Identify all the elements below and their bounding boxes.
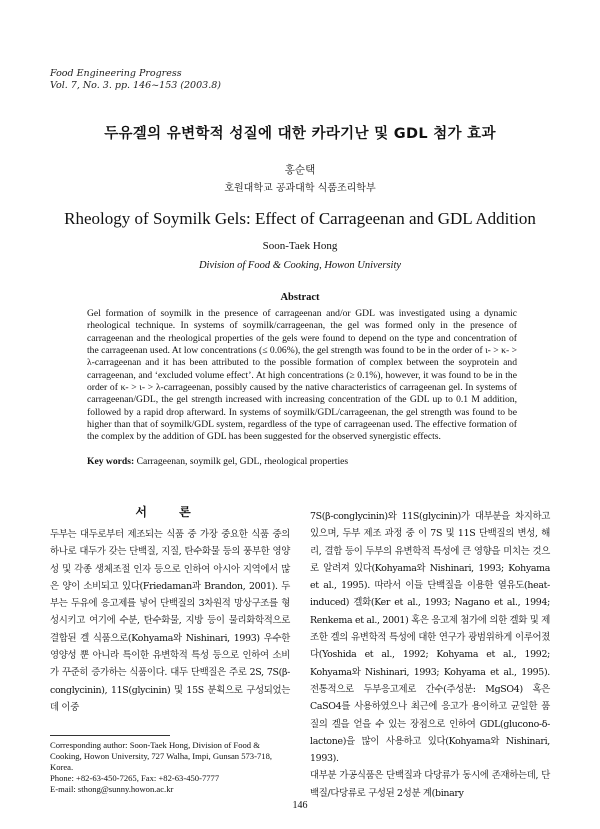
journal-name: Food Engineering Progress (50, 68, 182, 79)
right-column (310, 508, 550, 802)
korean-title: 두유겔의 유변학적 성질에 대한 카라기난 및 GDL 첨가 효과 (104, 126, 496, 142)
intro-paragraph-2: 대부분 가공식품은 단백질과 다당류가 동시에 존재하는데, 단백질/다당류로 구성된 2성분 계(binary (310, 770, 550, 799)
english-affiliation: Division of Food & Cooking, Howon University (198, 260, 402, 271)
footnote-email: E-mail: sthong@sunny.howon.ac.kr (50, 784, 174, 794)
journal-citation: Vol. 7, No. 3. pp. 146~153 (2003.8) (50, 80, 221, 91)
keywords-list: Carrageenan, soymilk gel, GDL, rheological properties (136, 456, 349, 467)
intro-paragraph-1-cont: 7S(β-conglycinin)와 11S(glycinin)가 대부분을 차지하고 있으며, 두부 제조 과정 중 이 7S 및 11S 단백질의 변성, 해리, 결합 등이 두부의 유변학적 특성에 큰 영향을 미치는 것으로 알려져 있다(Kohyama와 Nishinari, 1993; Kohyama et al., 1995). 따라서 이들 단백질을 이용한 열유도(heat-induced) 겔화(Ker et al., 1993; Nagano et al., 1994; Renkema et al., 2001) 혹은 응고제 첨가에 의한 겔화 및 제조한 겔의 유변학적 특성에 대한 연구가 광범위하게 이루어졌다(Yoshida et al., 1992; Kohyama et al., 1992; Kohyama와 Nishinari, 1993; Kohyama et al., 1995). 전통적으로 두부응고제로 간수(주성분: MgSO4) 혹은 CaSO4를 사용하였으나 최근에 응고가 용이하고 균일한 품질의 겔을 얻을 수 있는 장점으로 인하여 GDL(glucono-δ-lactone)을 많이 사용하고 있다(Kohyama와 Nishinari, 1993). (310, 511, 550, 765)
english-author: Soon-Taek Hong (262, 240, 338, 252)
footnote (50, 740, 290, 795)
left-column (50, 526, 290, 716)
english-title: Rheology of Soymilk Gels: Effect of Carrageenan and GDL Addition (64, 209, 536, 228)
journal-header (50, 68, 221, 92)
footnote-divider (50, 735, 170, 736)
korean-author: 홍순택 (284, 164, 316, 176)
footnote-corresponding: Corresponding author: Soon-Taek Hong, Division of Food & Cooking, Howon University, 727 Walha, Impi, Gunsan 573-718, Korea. (50, 740, 273, 772)
abstract-heading: Abstract (280, 292, 320, 303)
page-number: 146 (292, 800, 308, 811)
keywords (87, 456, 527, 467)
keywords-label: Key words: (87, 456, 135, 467)
section-heading: 서 론 (135, 505, 205, 519)
abstract-text: Gel formation of soymilk in the presence of carrageenan and/or GDL was investigated using a dynamic rheological technique. In systems of soymilk/carrageenan, the gel was formed only in the presence of carrageenan and the rheological properties of the gels were found to depend on the type and concentration of the carrageenan used. At low concentrations (≤ 0.06%), the gel strength was found to be in the order of ι- > κ- > λ-carrageenan and it has been attributed to the possible formation of complex between the soyprotein and carrageenan, and ‘excluded volume effect’. At high concentrations (≥ 0.1%), however, it was found to be in the order of κ- > ι- > λ-carrageenan, possibly caused by the native characteristics of carrageenan gel. In systems of carrageenan/GDL, the gel strength increased with increasing concentration of the GDL up to 0.1 M addition, followed by a rapid drop afterward. In systems of soymilk/GDL/carrageenan, the gel strength was found to be higher than that of soymilk/GDL system, regardless of the type of carrageenan used. The effective formation of the complex by the addition of GDL has been suggested for the observed synergistic effects. (87, 308, 517, 443)
footnote-phone: Phone: +82-63-450-7265, Fax: +82-63-450-7777 (50, 773, 220, 783)
intro-paragraph-1: 두부는 대두로부터 제조되는 식품 중 가장 중요한 식품 중의 하나로 대두가 갖는 단백질, 지질, 탄수화물 등의 풍부한 영양성 및 각종 생체조절 인자 등으로 인하여 아시아 지역에서 많은 양이 소비되고 있다(Friedaman과 Brandon, 2001). 두부는 두유에 응고제를 넣어 단백질의 3차원적 망상구조를 형성시키고 여기에 수분, 탄수화물, 지방 등이 물리화학적으로 결합된 겔 식품으로(Kohyama와 Nishinari, 1993) 우수한 영양성 뿐 아니라 특이한 유변학적 특성 등으로 인하여 소비가 꾸준히 증가하는 식품이다. 대두 단백질은 주로 2S, 7S(β-conglycinin), 11S(glycinin) 및 15S 분획으로 구성되었는데 이중 (50, 529, 290, 713)
korean-affiliation: 호원대학교 공과대학 식품조리학부 (224, 183, 376, 194)
